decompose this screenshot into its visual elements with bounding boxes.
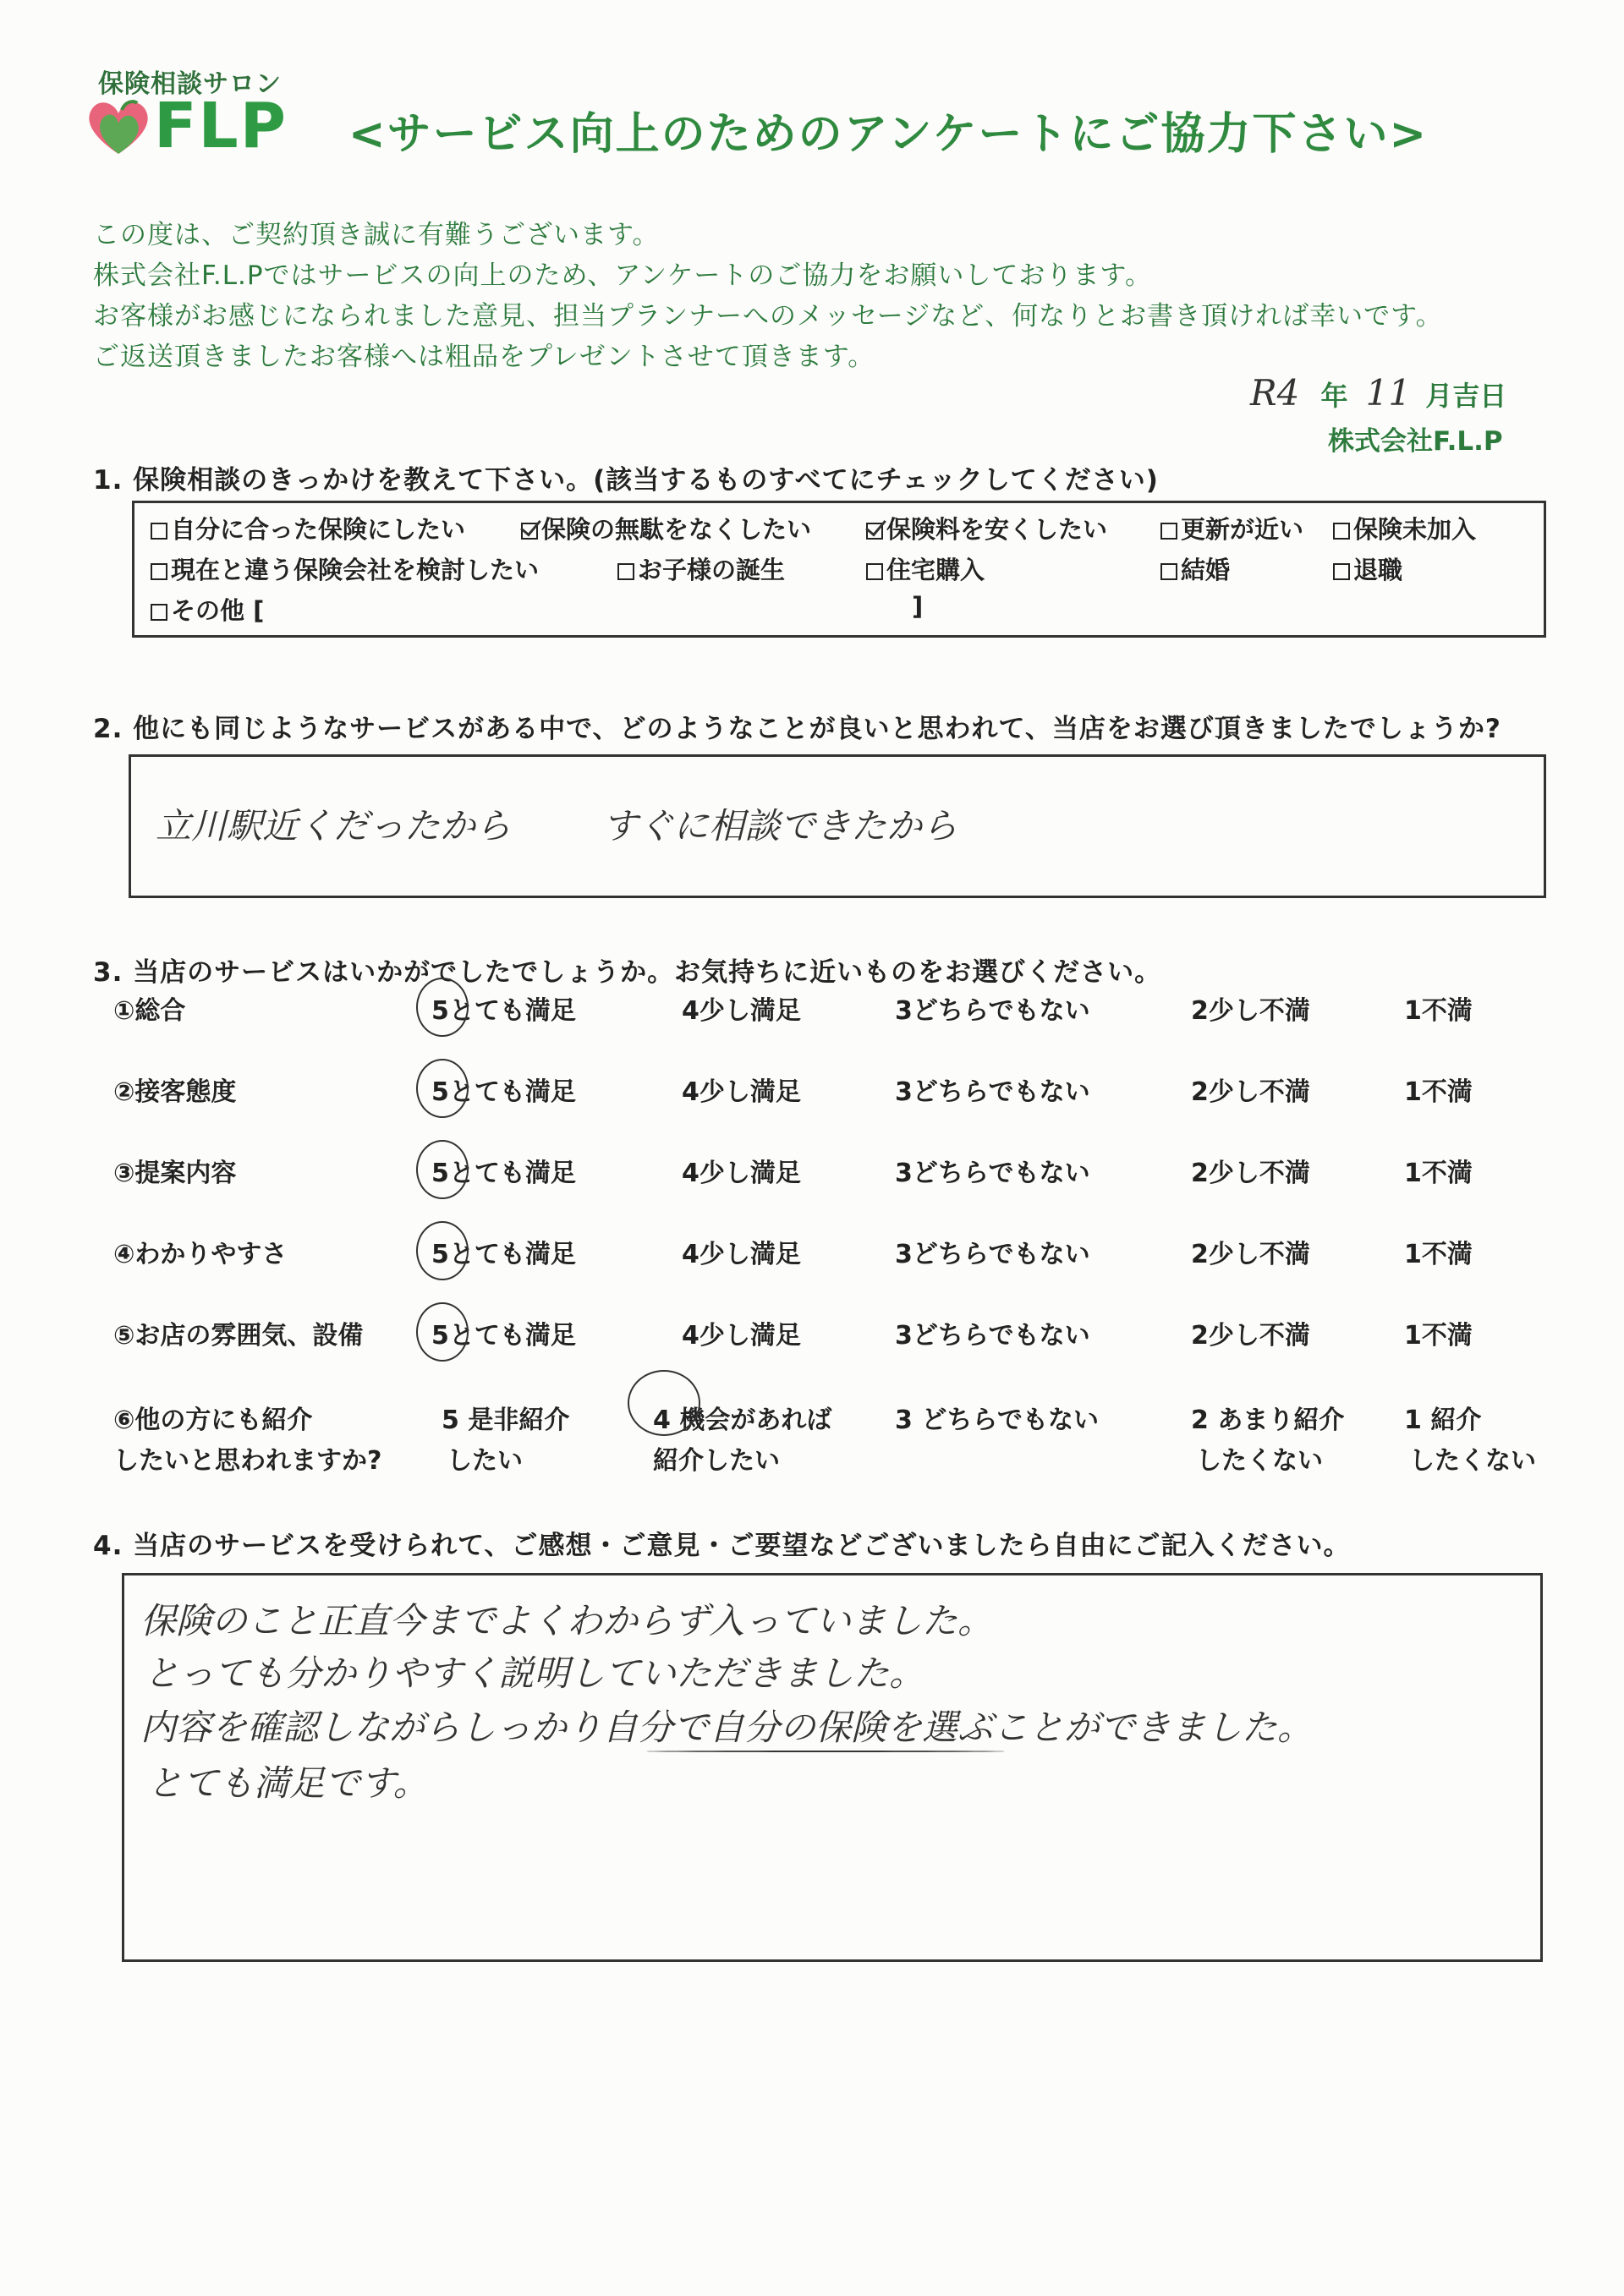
checkbox[interactable] — [151, 523, 167, 540]
heart-logo-icon — [85, 95, 152, 162]
q3-rating-option[interactable]: 2少し不満 — [1191, 1077, 1310, 1107]
date-suffix: 月吉日 — [1425, 380, 1507, 412]
q3-rating-option[interactable]: 3どちらでもない — [895, 1240, 1090, 1269]
q3-rating-option[interactable]: 1不満 — [1404, 1240, 1473, 1269]
page-title: <サービス向上のためのアンケートにご協力下さい> — [348, 109, 1429, 160]
q4-line-4: とても満足です。 — [147, 1762, 429, 1804]
q3-rating-option[interactable]: 1不満 — [1404, 1077, 1473, 1107]
q3-rating-option[interactable]: 5とても満足 — [431, 1159, 576, 1188]
q3-referral-option[interactable]: 2 あまり紹介 — [1191, 1406, 1345, 1435]
selection-circle — [416, 1140, 469, 1199]
checkbox-checked[interactable] — [521, 523, 538, 540]
checkbox[interactable] — [1333, 523, 1350, 540]
selection-circle — [416, 978, 469, 1037]
q3-title: 3. 当店のサービスはいかがでしたでしょうか。お気持ちに近いものをお選びください。 — [93, 957, 1162, 988]
q3-rating-option[interactable]: 4少し満足 — [682, 1077, 801, 1107]
intro-line-2: 株式会社F.L.Pではサービスの向上のため、アンケートのご協力をお願いしております。 — [93, 260, 1152, 291]
q3-rating-option[interactable]: 4少し満足 — [682, 1159, 801, 1188]
q3-rating-option[interactable]: 2少し不満 — [1191, 996, 1310, 1026]
q3-referral-option-line-2: したい — [447, 1446, 523, 1476]
q3-row-label: ①総合 — [113, 996, 186, 1026]
checkbox[interactable] — [617, 563, 634, 580]
checkbox[interactable] — [866, 563, 883, 580]
q1-option[interactable]: 住宅購入 — [866, 551, 985, 586]
q3-rating-option[interactable]: 4少し満足 — [682, 1321, 801, 1351]
q3-rating-option[interactable]: 5とても満足 — [431, 1077, 576, 1107]
q2-answer-2: すぐに相談できたから — [602, 805, 958, 847]
selection-circle — [628, 1370, 700, 1436]
q3-referral-option-line-2: したくない — [1409, 1446, 1536, 1476]
q4-title: 4. 当店のサービスを受けられて、ご感想・ご意見・ご要望などございましたら自由にご記入ください。 — [93, 1531, 1351, 1561]
q1-option[interactable]: 保険の無駄をなくしたい — [521, 511, 811, 545]
date-line — [1250, 372, 1506, 414]
q3-referral-option[interactable]: 5 是非紹介 — [442, 1406, 570, 1435]
brand-subtitle: 保険相談サロン — [98, 69, 282, 99]
brand-name: FLP — [154, 90, 288, 162]
q3-rating-option[interactable]: 3どちらでもない — [895, 996, 1090, 1026]
q1-other-bracket-close: ] — [912, 592, 924, 621]
q1-option[interactable]: お子様の誕生 — [617, 551, 785, 586]
q2-answer-1: 立川駅近くだったから — [156, 805, 512, 847]
q3-rating-option[interactable]: 5とても満足 — [431, 1240, 576, 1269]
q1-option-other[interactable]: その他 [ — [151, 592, 264, 627]
intro-line-1: この度は、ご契約頂き誠に有難うございます。 — [93, 220, 660, 250]
q3-rating-option[interactable]: 2少し不満 — [1191, 1321, 1310, 1351]
q3-rating-option[interactable]: 4少し満足 — [682, 996, 801, 1026]
q3-referral-label: ⑥他の方にも紹介 — [113, 1406, 313, 1435]
q3-rating-option[interactable]: 1不満 — [1404, 1321, 1473, 1351]
q3-rating-option[interactable]: 2少し不満 — [1191, 1240, 1310, 1269]
checkbox[interactable] — [1333, 563, 1350, 580]
q4-line-3: 内容を確認しながらしっかり自分で自分の保険を選ぶことができました。 — [140, 1707, 1314, 1748]
checkbox[interactable] — [1160, 563, 1177, 580]
q1-option[interactable]: 保険未加入 — [1333, 511, 1476, 545]
q3-rating-option[interactable]: 5とても満足 — [431, 996, 576, 1026]
q3-referral-option[interactable]: 1 紹介 — [1404, 1406, 1482, 1435]
q3-referral-option-line-2: したくない — [1196, 1446, 1323, 1476]
q1-option[interactable]: 結婚 — [1160, 551, 1230, 586]
q1-option[interactable]: 退職 — [1333, 551, 1402, 586]
q3-row-label: ④わかりやすさ — [113, 1240, 288, 1269]
q4-line-2: とっても分かりやすく説明していただきました。 — [144, 1652, 925, 1694]
date-year-label: 年 — [1320, 380, 1348, 412]
checkbox[interactable] — [151, 563, 167, 580]
flp-logo — [85, 90, 288, 162]
selection-circle — [416, 1059, 469, 1118]
q2-title: 2. 他にも同じようなサービスがある中で、どのようなことが良いと思われて、当店をお選び頂きましたでしょうか? — [93, 714, 1501, 744]
q1-option[interactable]: 自分に合った保険にしたい — [151, 511, 465, 545]
q3-rating-option[interactable]: 3どちらでもない — [895, 1159, 1090, 1188]
q3-rating-option[interactable]: 1不満 — [1404, 1159, 1473, 1188]
q3-referral-label-2: したいと思われますか? — [113, 1446, 382, 1476]
checkbox-checked[interactable] — [866, 523, 883, 540]
handwritten-underline — [646, 1751, 1005, 1752]
date-era: R4 — [1250, 372, 1300, 414]
checkbox[interactable] — [151, 604, 167, 621]
q4-line-1: 保険のこと正直今までよくわからず入っていました。 — [140, 1600, 994, 1641]
intro-line-4: ご返送頂きましたお客様へは粗品をプレゼントさせて頂きます。 — [93, 342, 875, 372]
q3-row-label: ⑤お店の雰囲気、設備 — [113, 1321, 364, 1351]
q3-rating-option[interactable]: 2少し不満 — [1191, 1159, 1310, 1188]
q3-referral-option-line-2: 紹介したい — [653, 1446, 780, 1476]
q3-row-label: ③提案内容 — [113, 1159, 237, 1188]
q3-rating-option[interactable]: 1不満 — [1404, 996, 1473, 1026]
date-month: 11 — [1365, 372, 1412, 414]
q3-rating-option[interactable]: 4少し満足 — [682, 1240, 801, 1269]
q1-title: 1. 保険相談のきっかけを教えて下さい。(該当するものすべてにチェックしてください) — [93, 465, 1159, 496]
q3-referral-option[interactable]: 3 どちらでもない — [895, 1406, 1100, 1435]
selection-circle — [416, 1302, 469, 1362]
selection-circle — [416, 1221, 469, 1280]
intro-line-3: お客様がお感じになられました意見、担当プランナーへのメッセージなど、何なりとお書き頂ければ幸いです。 — [93, 301, 1443, 332]
q3-rating-option[interactable]: 5とても満足 — [431, 1321, 576, 1351]
q3-rating-option[interactable]: 3どちらでもない — [895, 1321, 1090, 1351]
q1-option[interactable]: 現在と違う保険会社を検討したい — [151, 551, 539, 586]
q3-rating-option[interactable]: 3どちらでもない — [895, 1077, 1090, 1107]
checkbox[interactable] — [1160, 523, 1177, 540]
q1-option[interactable]: 更新が近い — [1160, 511, 1303, 545]
q3-referral-option[interactable]: 4 機会があれば — [653, 1406, 832, 1435]
q3-row-label: ②接客態度 — [113, 1077, 237, 1107]
company-name: 株式会社F.L.P — [1328, 426, 1503, 457]
q1-option[interactable]: 保険料を安くしたい — [866, 511, 1107, 545]
